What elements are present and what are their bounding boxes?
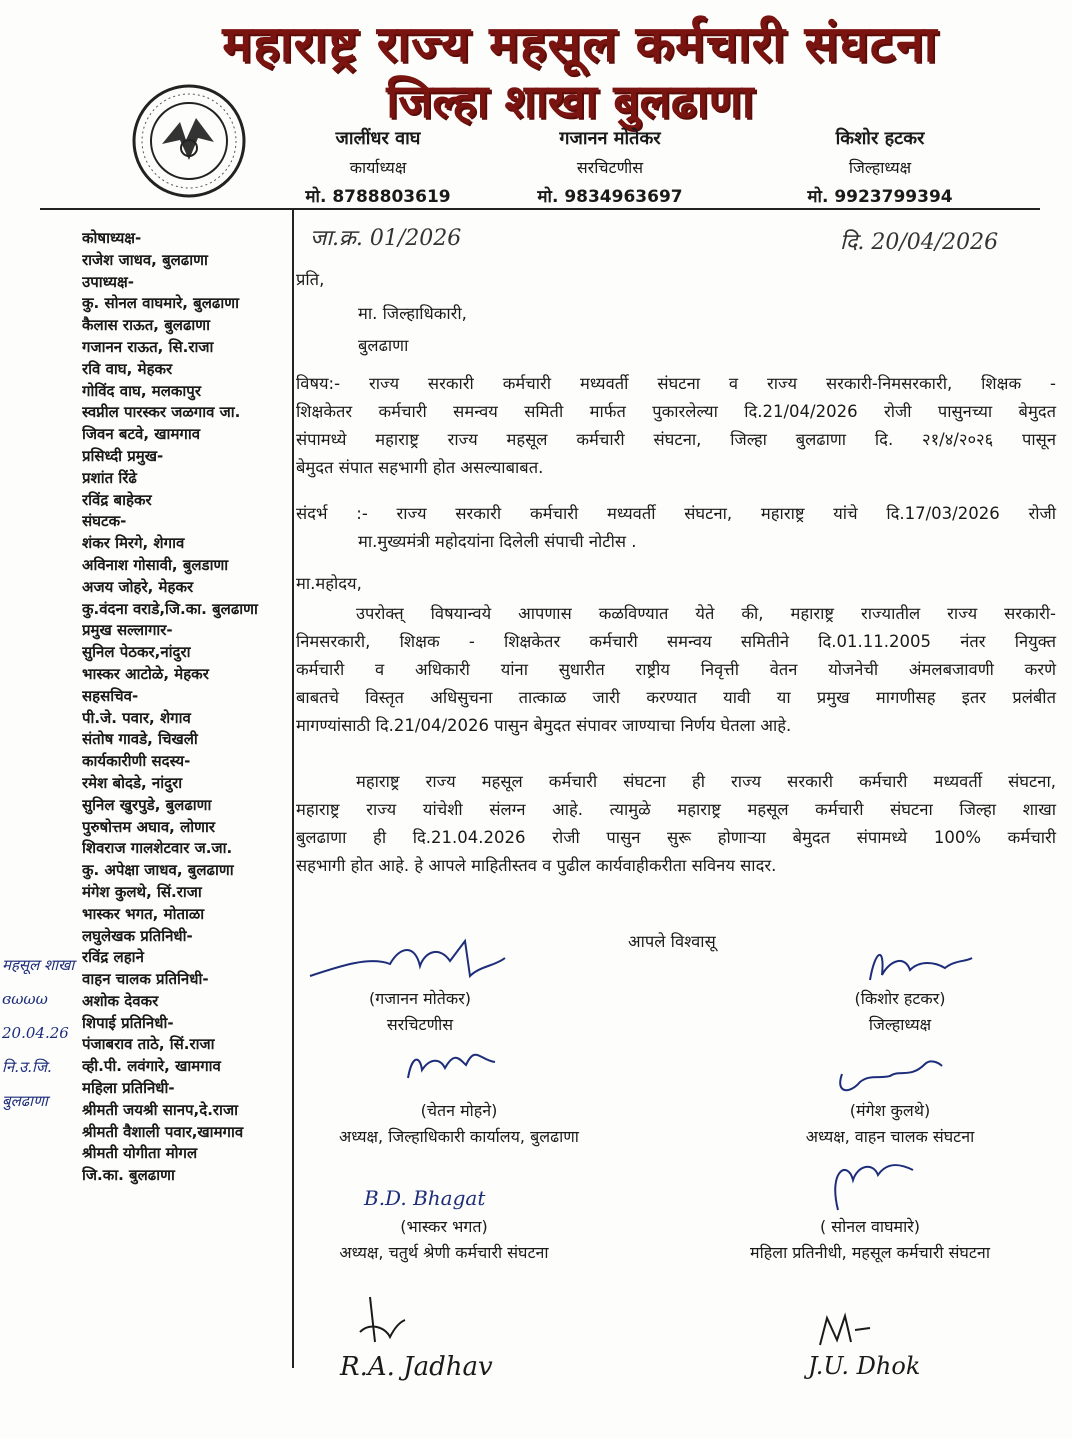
sidebar-member: शंकर मिरगे, शेगाव xyxy=(82,534,185,553)
sidebar-member: राजेश जाधव, बुलढाणा xyxy=(82,250,208,269)
subject-block xyxy=(296,370,1056,482)
sidebar-member: जिवन बटवे, खामगाव xyxy=(82,425,201,444)
signatory-name: (किशोर हटकर) xyxy=(854,989,946,1008)
salutation: मा.महोदय, xyxy=(296,574,362,593)
sidebar-member: सुनिल खुरपुडे, बुलढाणा xyxy=(82,795,212,814)
sidebar-heading: शिपाई प्रतिनिधी- xyxy=(82,1013,174,1032)
addressee-city: बुलढाणा xyxy=(358,336,409,355)
officer-role: कार्याध्यक्ष xyxy=(349,158,407,177)
sidebar-heading: सहसचिव- xyxy=(82,686,139,705)
signatory-general-secretary xyxy=(330,986,510,1038)
officer-district-president xyxy=(760,126,1000,207)
subject-line: विषय:- राज्य सरकारी कर्मचारी मध्यवर्ती संघटना व राज्य सरकारी-निमसरकारी, शिक्षक - xyxy=(296,374,1056,393)
sidebar-member: रविंद्र बाहेकर xyxy=(82,490,152,509)
sidebar-member: पी.जे. पवार, शेगाव xyxy=(82,708,191,727)
signatory-role: सरचिटणीस xyxy=(386,1015,454,1034)
sidebar-member: रविंद्र लहाने xyxy=(82,948,144,967)
sidebar-member: व्ही.पी. लवंगारे, खामगाव xyxy=(82,1057,221,1076)
letter-to: प्रति, xyxy=(296,270,325,289)
signature-dhok: J.U. Dhok xyxy=(808,1352,921,1380)
sidebar-heading: प्रमुख सल्लागार- xyxy=(82,621,173,640)
sidebar-member: पुरुषोत्तम अघाव, लोणार xyxy=(82,817,215,836)
signature-scribble xyxy=(350,1292,410,1352)
signature-scribble xyxy=(830,1044,950,1104)
officer-name: गजानन मोतेकर xyxy=(559,128,661,149)
sidebar-member: श्रीमती वैशाली पवार,खामगाव xyxy=(82,1122,244,1141)
officer-phone: मो. 9923799394 xyxy=(807,187,953,207)
sidebar-member: मंगेश कुलथे, सिं.राजा xyxy=(82,882,202,901)
sidebar-member: कु. अपेक्षा जाधव, बुलढाणा xyxy=(82,861,234,880)
signatory-role: अध्यक्ष, चतुर्थ श्रेणी कर्मचारी संघटना xyxy=(339,1243,549,1262)
paragraph-line: कर्मचारी व अधिकारी यांना सुधारीत राष्ट्रीय निवृत्ती वेतन योजनेची अंमलबजावणी करणे xyxy=(296,660,1056,679)
sidebar-member: जि.का. बुलढाणा xyxy=(82,1166,175,1185)
paragraph-2 xyxy=(296,768,1056,880)
office-bearers-list xyxy=(82,228,297,1187)
sidebar-member: भास्कर भगत, मोताळा xyxy=(82,904,205,923)
letter-date: दि. 20/04/2026 xyxy=(840,230,999,255)
signatory-collector-office xyxy=(294,1098,624,1150)
subject-line: संपामध्ये महाराष्ट्र राज्य महसूल कर्मचारी संघटना, जिल्हा बुलढाणा दि. २१/४/२०२६ पासून xyxy=(296,430,1056,449)
officer-name: किशोर हटकर xyxy=(835,128,925,149)
signatory-role: अध्यक्ष, वाहन चालक संघटना xyxy=(805,1127,975,1146)
signatory-role: अध्यक्ष, जिल्हाधिकारी कार्यालय, बुलढाणा xyxy=(339,1127,579,1146)
sidebar-heading: संघटक- xyxy=(82,512,127,531)
inward-note-line: 20.04.26 xyxy=(2,1024,69,1042)
sidebar-member: अविनाश गोसावी, बुलडाणा xyxy=(82,555,229,574)
sidebar-member: कु.वंदना वराडे,जि.का. बुलढाणा xyxy=(82,599,258,618)
sidebar-member: स्वप्नील पारस्कर जळगाव जा. xyxy=(82,403,241,422)
signatory-women-rep xyxy=(700,1214,1040,1266)
paragraph-1 xyxy=(296,600,1056,740)
emblem-logo xyxy=(130,82,248,200)
signature-bhagat: B.D. Bhagat xyxy=(364,1186,486,1210)
reference-line: संदर्भ :- राज्य सरकारी कर्मचारी मध्यवर्ती संघटना, महाराष्ट्र यांचे दि.17/03/2026 रोजी xyxy=(296,504,1056,523)
officer-general-secretary xyxy=(490,126,730,207)
paragraph-line: सहभागी होत आहे. हे आपले माहितीस्तव व पुढील कार्यवाहीकरीता सविनय सादर. xyxy=(296,856,777,875)
sidebar-member: शिवराज गालशेटवार ज.जा. xyxy=(82,839,233,858)
sidebar-member: संतोष गावडे, चिखली xyxy=(82,730,198,749)
sidebar-member: गजानन राऊत, सि.राजा xyxy=(82,337,214,356)
officer-role: जिल्हाध्यक्ष xyxy=(848,158,912,177)
header-divider xyxy=(40,208,1040,210)
signature-jadhav: R.A. Jadhav xyxy=(340,1352,493,1382)
signatory-role: महिला प्रतिनीधी, महसूल कर्मचारी संघटना xyxy=(750,1243,990,1262)
sidebar-member: श्रीमती जयश्री सानप,दे.राजा xyxy=(82,1100,238,1119)
paragraph-line: बुलढाणा ही दि.21.04.2026 रोजी पासुन सुरू होणाऱ्या बेमुदत संपामध्ये 100% कर्मचारी xyxy=(296,828,1056,847)
paragraph-line: मागण्यांसाठी दि.21/04/2026 पासुन बेमुदत संपावर जाण्याचा निर्णय घेतला आहे. xyxy=(296,716,792,735)
sidebar-member: सुनिल पेठकर,नांदुरा xyxy=(82,643,191,662)
sidebar-heading: कार्यकारीणी सदस्य- xyxy=(82,752,191,771)
sidebar-member: पंजाबराव ताठे, सिं.राजा xyxy=(82,1035,215,1054)
sidebar-member: कु. सोनल वाघमारे, बुलढाणा xyxy=(82,294,239,313)
signatory-driver-union xyxy=(760,1098,1020,1150)
paragraph-line: महाराष्ट्र राज्य महसूल कर्मचारी संघटना ही राज्य सरकारी कर्मचारी मध्यवर्ती संघटना, xyxy=(356,772,1056,791)
paragraph-line: महाराष्ट्र राज्य यांचेशी संलग्न आहे. त्यामुळे महाराष्ट्र महसूल कर्मचारी संघटना जिल्हा शाखा xyxy=(296,800,1056,819)
signatory-name: (गजानन मोतेकर) xyxy=(368,989,472,1008)
reference-number: जा.क्र. 01/2026 xyxy=(310,226,462,251)
signature-scribble xyxy=(815,1310,875,1350)
signature-scribble xyxy=(818,1150,928,1220)
signatory-role: जिल्हाध्यक्ष xyxy=(868,1015,932,1034)
sidebar-member: भास्कर आटोळे, मेहकर xyxy=(82,664,209,683)
officer-working-president xyxy=(258,126,498,207)
sidebar-heading: वाहन चालक प्रतिनिधी- xyxy=(82,970,209,989)
sidebar-member: रवि वाघ, मेहकर xyxy=(82,359,173,378)
closing: आपले विश्वासू xyxy=(628,932,716,951)
branch-title: जिल्हा शाखा बुलढाणा xyxy=(386,74,754,128)
signatory-class-four xyxy=(294,1214,594,1266)
sidebar-heading: प्रसिध्दी प्रमुख- xyxy=(82,446,164,465)
inward-note-line: महसूल शाखा xyxy=(2,956,75,974)
signatory-name: (चेतन मोहने) xyxy=(420,1101,498,1120)
sidebar-heading: महिला प्रतिनिधी- xyxy=(82,1079,175,1098)
inward-note-line: नि.उ.जि. xyxy=(2,1058,52,1076)
sidebar-member: अजय जोहरे, मेहकर xyxy=(82,577,194,596)
paragraph-line: निमसरकारी, शिक्षक - शिक्षकेतर कर्मचारी समन्वय समितीने दि.01.11.2005 नंतर नियुक्त xyxy=(296,632,1056,651)
signatory-name: (भास्कर भगत) xyxy=(400,1217,488,1236)
sidebar-heading: उपाध्यक्ष- xyxy=(82,272,134,291)
sidebar-member: श्रीमती योगीता मोगल xyxy=(82,1144,198,1163)
signatory-name: (मंगेश कुलथे) xyxy=(849,1101,931,1120)
sidebar-member: रमेश बोदडे, नांदुरा xyxy=(82,773,183,792)
signatory-name: ( सोनल वाघमारे) xyxy=(819,1217,921,1236)
reference-block xyxy=(296,500,1056,556)
reference-line: मा.मुख्यमंत्री महोदयांना दिलेली संपाची नोटीस . xyxy=(358,532,637,551)
sidebar-heading: लघुलेखक प्रतिनिधी- xyxy=(82,926,193,945)
subject-line: बेमुदत संपात सहभागी होत असल्याबाबत. xyxy=(296,458,544,477)
officer-name: जालींधर वाघ xyxy=(335,128,421,149)
sidebar-member: गोविंद वाघ, मलकापुर xyxy=(82,381,201,400)
inward-note-line: ɞωωω xyxy=(2,990,48,1008)
officer-phone: मो. 9834963697 xyxy=(537,187,683,207)
paragraph-line: उपरोक्त् विषयान्वये आपणास कळविण्यात येते की, महाराष्ट्र राज्यातील राज्य सरकारी- xyxy=(356,604,1056,623)
signature-scribble xyxy=(400,1040,510,1090)
paragraph-line: बाबतचे विस्तृत अधिसुचना तात्काळ जारी करण्यात यावी या प्रमुख मागणीसह इतर प्रलंबीत xyxy=(296,688,1056,707)
subject-line: शिक्षकेतर कर्मचारी समन्वय समिती मार्फत पुकारलेल्या दि.21/04/2026 रोजी पासुनच्या बेमुदत xyxy=(296,402,1056,421)
sidebar-heading: कोषाध्यक्ष- xyxy=(82,229,142,247)
org-title: महाराष्ट्र राज्य महसूल कर्मचारी संघटना xyxy=(222,15,938,73)
officer-phone: मो. 8788803619 xyxy=(305,187,451,207)
sidebar-member: अशोक देवकर xyxy=(82,991,159,1010)
inward-note-line: बुलढाणा xyxy=(2,1092,48,1110)
officer-role: सरचिटणीस xyxy=(576,158,644,177)
sidebar-member: कैलास राऊत, बुलढाणा xyxy=(82,316,210,335)
signatory-district-president xyxy=(800,986,1000,1038)
inward-stamp-note xyxy=(2,948,74,1118)
addressee: मा. जिल्हाधिकारी, xyxy=(358,304,467,323)
sidebar-member: प्रशांत रिंढे xyxy=(82,468,137,487)
